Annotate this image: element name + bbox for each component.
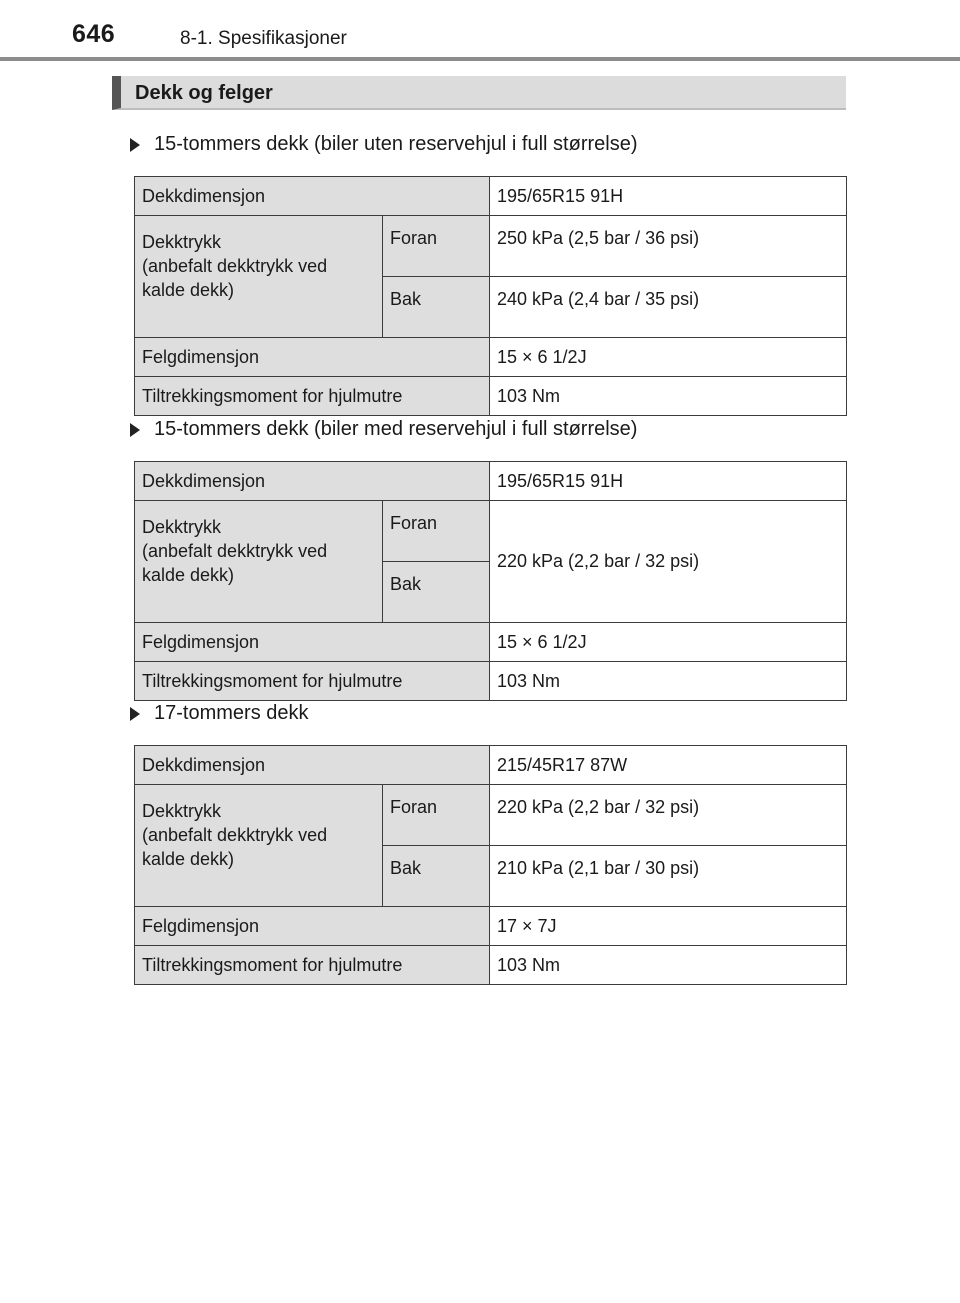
front-label: Foran — [383, 216, 490, 277]
table-row — [135, 177, 847, 216]
header-divider — [0, 57, 960, 61]
table-row — [135, 501, 847, 562]
torque-label: Tiltrekkingsmoment for hjulmutre — [135, 377, 490, 416]
rear-label: Bak — [383, 562, 490, 623]
table-row — [135, 462, 847, 501]
table-row — [135, 785, 847, 846]
table-row — [135, 216, 847, 277]
tire-size-label: Dekkdimensjon — [135, 177, 490, 216]
wheel-size-value: 17 × 7J — [490, 907, 847, 946]
tire-size-value: 195/65R15 91H — [490, 177, 847, 216]
table-3-heading — [130, 702, 309, 725]
wheel-size-value: 15 × 6 1/2J — [490, 623, 847, 662]
torque-value: 103 Nm — [490, 946, 847, 985]
table-3-heading-text: 17-tommers dekk — [154, 702, 309, 724]
front-label: Foran — [383, 785, 490, 846]
table-2-heading — [130, 418, 637, 441]
chapter-title: 8-1. Spesifikasjoner — [180, 28, 347, 49]
table-row — [135, 946, 847, 985]
tire-pressure-label — [135, 216, 383, 338]
tire-size-label: Dekkdimensjon — [135, 746, 490, 785]
table-row — [135, 746, 847, 785]
rear-pressure-value: 240 kPa (2,4 bar / 35 psi) — [490, 277, 847, 338]
bullet-triangle-icon — [130, 138, 140, 152]
wheel-size-label: Felgdimensjon — [135, 338, 490, 377]
torque-label: Tiltrekkingsmoment for hjulmutre — [135, 946, 490, 985]
tire-pressure-label-text: Dekktrykk (anbefalt dekktrykk ved kalde dekk) — [142, 801, 328, 869]
front-pressure-value: 250 kPa (2,5 bar / 36 psi) — [490, 216, 847, 277]
common-pressure-value: 220 kPa (2,2 bar / 32 psi) — [490, 501, 847, 623]
table-row — [135, 907, 847, 946]
front-pressure-value: 220 kPa (2,2 bar / 32 psi) — [490, 785, 847, 846]
table-row — [135, 623, 847, 662]
tire-pressure-label — [135, 785, 383, 907]
torque-value: 103 Nm — [490, 662, 847, 701]
table-row — [135, 662, 847, 701]
front-label: Foran — [383, 501, 490, 562]
table-1-heading — [130, 133, 638, 156]
wheel-size-value: 15 × 6 1/2J — [490, 338, 847, 377]
spec-table-1 — [134, 176, 847, 416]
tire-pressure-label-text: Dekktrykk (anbefalt dekktrykk ved kalde dekk) — [142, 517, 328, 585]
tire-size-value: 215/45R17 87W — [490, 746, 847, 785]
bullet-triangle-icon — [130, 423, 140, 437]
spec-table-3 — [134, 745, 847, 985]
rear-pressure-value: 210 kPa (2,1 bar / 30 psi) — [490, 846, 847, 907]
wheel-size-label: Felgdimensjon — [135, 623, 490, 662]
table-2-heading-text: 15-tommers dekk (biler med reservehjul i full størrelse) — [154, 418, 638, 440]
rear-label: Bak — [383, 846, 490, 907]
rear-label: Bak — [383, 277, 490, 338]
section-title: Dekk og felger — [135, 82, 273, 104]
bullet-triangle-icon — [130, 707, 140, 721]
table-1-heading-text: 15-tommers dekk (biler uten reservehjul i full størrelse) — [154, 133, 638, 155]
section-header — [112, 76, 846, 110]
tire-size-label: Dekkdimensjon — [135, 462, 490, 501]
spec-table-2 — [134, 461, 847, 701]
torque-label: Tiltrekkingsmoment for hjulmutre — [135, 662, 490, 701]
page-number: 646 — [72, 20, 116, 48]
wheel-size-label: Felgdimensjon — [135, 907, 490, 946]
tire-pressure-label-text: Dekktrykk (anbefalt dekktrykk ved kalde dekk) — [142, 232, 328, 300]
tire-size-value: 195/65R15 91H — [490, 462, 847, 501]
torque-value: 103 Nm — [490, 377, 847, 416]
tire-pressure-label — [135, 501, 383, 623]
table-row — [135, 338, 847, 377]
table-row — [135, 377, 847, 416]
